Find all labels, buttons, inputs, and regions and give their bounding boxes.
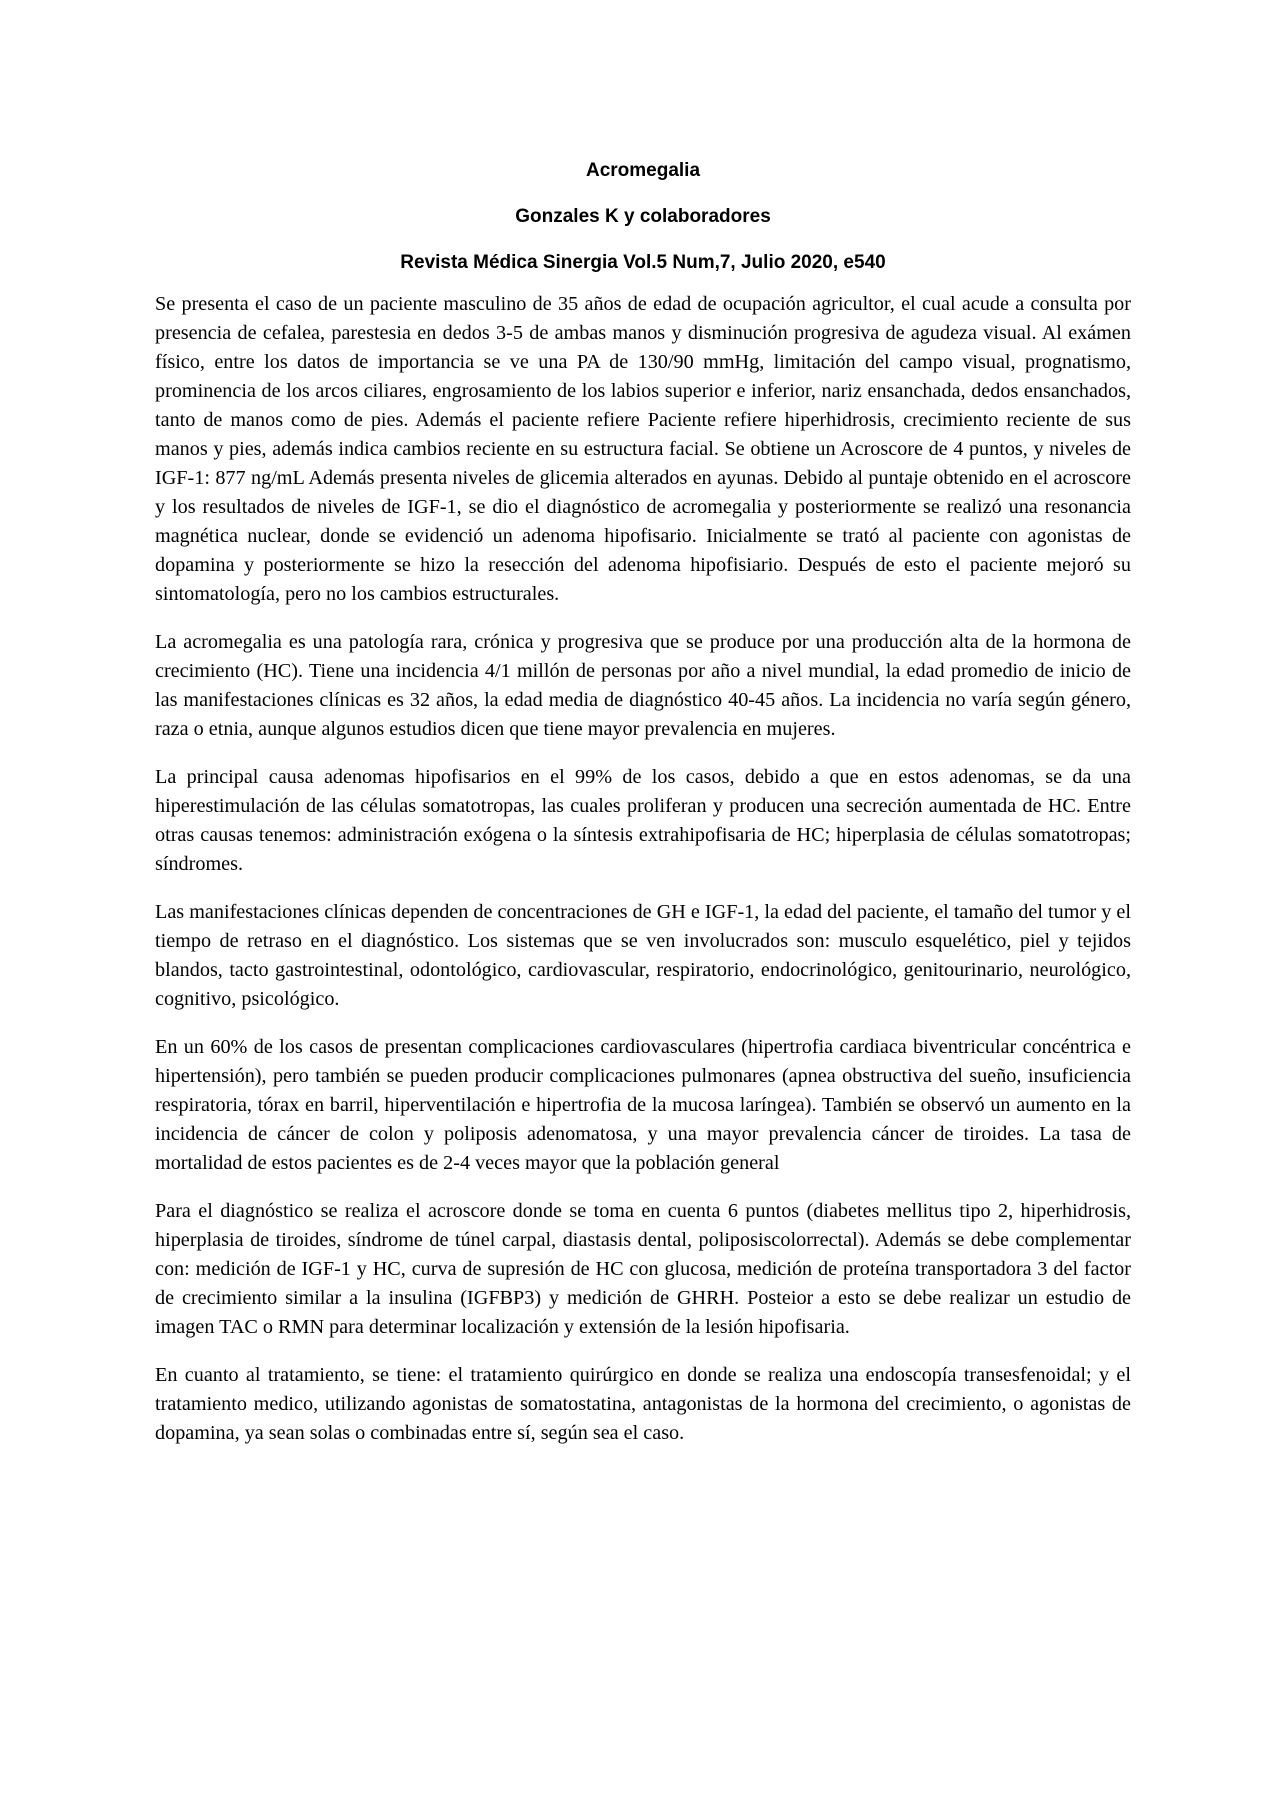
document-page [155, 158, 1131, 1467]
document-authors: Gonzales K y colaboradores [515, 206, 771, 227]
paragraph-manifestations: Las manifestaciones clínicas dependen de concentraciones de GH e IGF-1, la edad del paciente, el tamaño del tumor y el tiempo de retraso en el diagnóstico. Los sistemas que se ven involucrados son: musculo esquelético, piel y tejidos blandos, tacto gastrointestinal, odontológico, cardiovascular, respiratorio, endocrinológico, genitourinario, neurológico, cognitivo, psicológico. [155, 901, 1131, 1010]
document-title: Acromegalia [585, 160, 701, 181]
paragraph-complications: En un 60% de los casos de presentan complicaciones cardiovasculares (hipertrofia cardiaca biventricular concéntrica e hipertensión), pero también se pueden producir complicaciones pulmonares (apnea obstructiva del sueño, insuficiencia respiratoria, tórax en barril, hiperventilación e hipertrofia de la mucosa laríngea). También se observó un aumento en la incidencia de cáncer de colon y poliposis adenomatosa, y una mayor prevalencia cáncer de tiroides. La tasa de mortalidad de estos pacientes es de 2-4 veces mayor que la población general [155, 1036, 1131, 1174]
paragraph-treatment: En cuanto al tratamiento, se tiene: el tratamiento quirúrgico en donde se realiza una endoscopía transesfenoidal; y el tratamiento medico, utilizando agonistas de somatostatina, antagonistas de la hormona del crecimiento, o agonistas de dopamina, ya sean solas o combinadas entre sí, según sea el caso. [155, 1364, 1131, 1444]
document-citation: Revista Médica Sinergia Vol.5 Num,7, Julio 2020, e540 [400, 252, 886, 273]
paragraph-causes: La principal causa adenomas hipofisarios en el 99% de los casos, debido a que en estos adenomas, se da una hiperestimulación de las células somatotropas, las cuales proliferan y producen una secreción aumentada de HC. Entre otras causas tenemos: administración exógena o la síntesis extrahipofisaria de HC; hiperplasia de células somatotropas; síndromes. [155, 766, 1131, 875]
paragraph-diagnosis: Para el diagnóstico se realiza el acroscore donde se toma en cuenta 6 puntos (diabetes mellitus tipo 2, hiperhidrosis, hiperplasia de tiroides, síndrome de túnel carpal, diastasis dental, poliposiscolorrectal). Además se debe complementar con: medición de IGF-1 y HC, curva de supresión de HC con glucosa, medición de proteína transportadora 3 del factor de crecimiento similar a la insulina (IGFBP3) y medición de GHRH. Posteior a esto se debe realizar un estudio de imagen TAC o RMN para determinar localización y extensión de la lesión hipofisaria. [155, 1200, 1131, 1338]
paragraph-case-report: Se presenta el caso de un paciente masculino de 35 años de edad de ocupación agricultor, el cual acude a consulta por presencia de cefalea, parestesia en dedos 3-5 de ambas manos y disminución progresiva de agudeza visual. Al exámen físico, entre los datos de importancia se ve una PA de 130/90 mmHg, limitación del campo visual, prognatismo, prominencia de los arcos ciliares, engrosamiento de los labios superior e inferior, nariz ensanchada, dedos ensanchados, tanto de manos como de pies. Además el paciente refiere Paciente refiere hiperhidrosis, crecimiento reciente de sus manos y pies, además indica cambios reciente en su estructura facial. Se obtiene un Acroscore de 4 puntos, y niveles de IGF-1: 877 ng/mL Además presenta niveles de glicemia alterados en ayunas. Debido al puntaje obtenido en el acroscore y los resultados de niveles de IGF-1, se dio el diagnóstico de acromegalia y posteriormente se realizó una resonancia magnética nuclear, donde se evidenció un adenoma hipofisario. Inicialmente se trató al paciente con agonistas de dopamina y posteriormente se hizo la resección del adenoma hipofisiario. Después de esto el paciente mejoró su sintomatología, pero no los cambios estructurales. [155, 293, 1131, 605]
paragraph-definition: La acromegalia es una patología rara, crónica y progresiva que se produce por una producción alta de la hormona de crecimiento (HC). Tiene una incidencia 4/1 millón de personas por año a nivel mundial, la edad promedio de inicio de las manifestaciones clínicas es 32 años, la edad media de diagnóstico 40-45 años. La incidencia no varía según género, raza o etnia, aunque algunos estudios dicen que tiene mayor prevalencia en mujeres. [155, 631, 1131, 740]
